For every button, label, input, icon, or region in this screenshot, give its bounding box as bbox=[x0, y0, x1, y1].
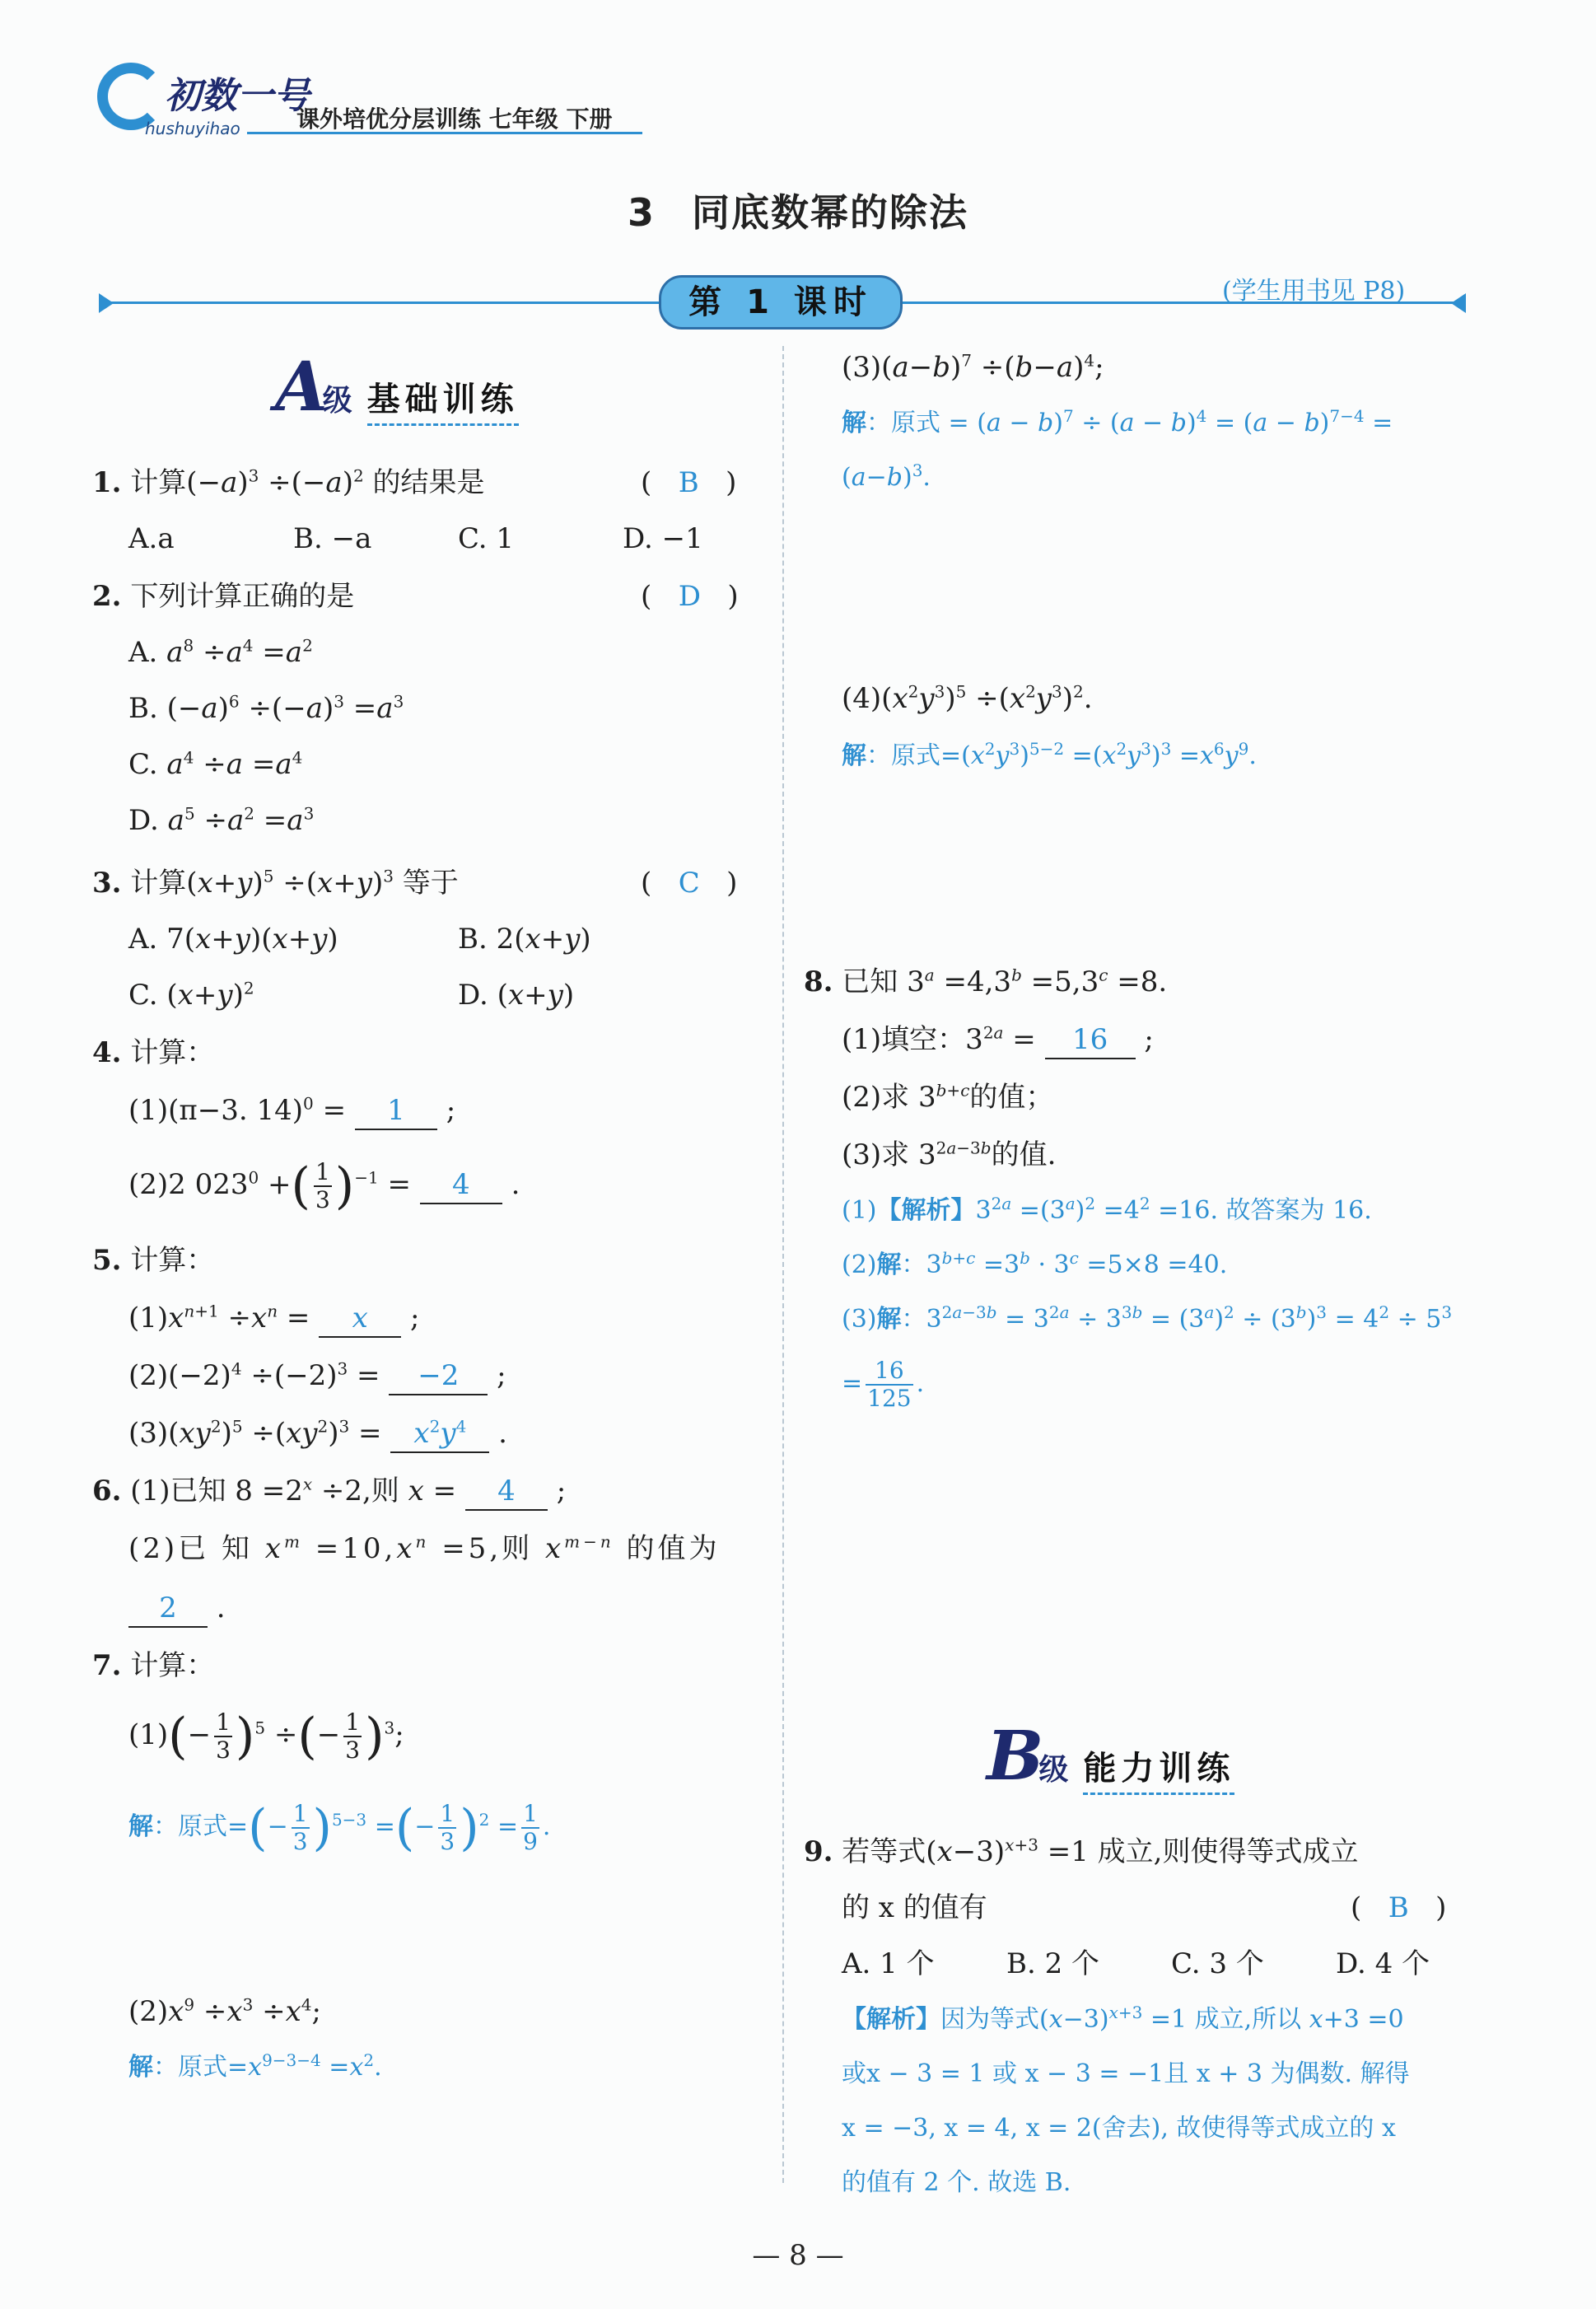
q7-stem-text: 计算： bbox=[130, 1649, 215, 1682]
q4-stem bbox=[92, 1035, 214, 1071]
q8-frac-denominator: 125 bbox=[867, 1385, 912, 1412]
lesson-period-badge: 第 1 课时 bbox=[659, 275, 903, 330]
series-title: 课外培优分层训练 七年级 下册 bbox=[296, 105, 613, 133]
q7-part2: $(2)x^9 \div x^3 \div x^4$; bbox=[128, 1994, 321, 2028]
q5-part1: $(1)x^{n+1} \div x^n = x$ ; bbox=[128, 1300, 419, 1338]
q7-part4: $(4)(x^2y^3)^5 \div(x^2y^3)^2$. bbox=[842, 681, 1093, 715]
q4-part1: (1)(π−3. 14)$^0$ = 1 ; bbox=[128, 1092, 455, 1130]
q6-answer2: 2 bbox=[128, 1590, 208, 1628]
q7-solution2: 解：原式$=x^{9-3-4} =x^2$. bbox=[128, 2050, 382, 2082]
q4-stem-text: 计算： bbox=[130, 1036, 215, 1069]
q2-stem bbox=[92, 578, 354, 615]
q6-part1: 6. (1)已知 $8 =2^x \div 2$,则 x = 4 ; bbox=[92, 1473, 566, 1511]
q7-solution3-line1: 解：原式 = $(a - b)^7 \div (a - b)^4 = (a - b)^{7-4}$ = bbox=[842, 406, 1393, 437]
q1-stem: 1. 计算$(-a)^3 \div(-a)^2$ 的结果是 bbox=[92, 465, 485, 499]
lesson-title bbox=[0, 183, 1596, 237]
logo-title: 初数一号 bbox=[165, 75, 310, 117]
q8-frac-numerator: 16 bbox=[866, 1358, 912, 1386]
q8-part3-text: 的值. bbox=[991, 1138, 1057, 1171]
q7-sol2-prefix: ：原式 bbox=[153, 2053, 227, 2082]
q1-number: 1. bbox=[92, 466, 122, 499]
q8-solution1: (1)【解析】$3^{2a} =(3^a)^2 =4^2 =16$. 故答案为 16. bbox=[842, 1194, 1372, 1225]
q2-number: 2. bbox=[92, 580, 122, 613]
header-underline bbox=[247, 132, 642, 134]
q7-sol4-label: 解 bbox=[842, 741, 866, 770]
level-b-name: 能力训练 bbox=[1083, 1750, 1234, 1795]
q5-number: 5. bbox=[92, 1244, 122, 1277]
q2-option-a: A. $a^8 \div a^4 =a^2$ bbox=[128, 635, 313, 669]
q2-option-d: D. $a^5 \div a^2 =a^3$ bbox=[128, 803, 315, 837]
q7-solution1: 解：原式=(− $\frac{1}{3}$ )$^{5-3}$ =(− $\frac{1}{3}$ )$^2$ = $\frac{1}{9}$ . bbox=[128, 1799, 551, 1857]
level-a-name: 基础训练 bbox=[367, 381, 519, 426]
q3-stem: 3. 计算$(x+y)^5 \div(x+y)^3$ 等于 bbox=[92, 866, 459, 900]
q8-part1: (1)填空：$3^{2a} = 16$ ; bbox=[842, 1021, 1154, 1059]
q6-part2: (2)已 知 $x^m =10,x^n =5$,则 $x^{m-n}$ 的值为 bbox=[128, 1531, 721, 1565]
q1-option-d: D. −1 bbox=[623, 522, 703, 555]
q3-number: 3. bbox=[92, 867, 122, 900]
q5-stem-text: 计算： bbox=[130, 1244, 215, 1277]
q7-stem bbox=[92, 1648, 214, 1684]
q7-sol4-prefix: ：原式 bbox=[866, 741, 940, 770]
q8-part3: (3)求 $3^{2a-3b}$的值. bbox=[842, 1138, 1057, 1171]
q6-answer2-line: 2 . bbox=[128, 1590, 226, 1628]
q2-option-b: B. $(-a)^6 \div(-a)^3 =a^3$ bbox=[128, 691, 404, 725]
q5-answer1: x bbox=[319, 1300, 401, 1338]
level-a-heading bbox=[275, 348, 519, 427]
logo-pinyin: hushuyihao bbox=[145, 119, 240, 138]
level-a-letter: A bbox=[275, 348, 328, 427]
q6-answer1: 4 bbox=[465, 1473, 548, 1511]
q4-answer2: 4 bbox=[420, 1166, 502, 1204]
q9-stem-line1: 9. 若等式$(x-3)^{x+3} =1$ 成立,则使得等式成立 bbox=[804, 1835, 1359, 1868]
q7-part1: (1)(− $\frac{1}{3}$ )$^5$ ÷(− $\frac{1}{3}$ )$^3$; bbox=[128, 1708, 404, 1765]
q7-sol1-label: 解 bbox=[128, 1812, 153, 1841]
q7-part3: $(3)(a-b)^7 \div(b-a)^4$; bbox=[842, 350, 1104, 384]
q5-part2: $(2)(-2)^4 \div(-2)^3 = -2$ ; bbox=[128, 1358, 506, 1395]
q1-answer-bracket: ( B ) bbox=[641, 466, 737, 499]
level-b-letter: B bbox=[987, 1717, 1044, 1796]
q8-part2: (2)求 $3^{b+c}$的值； bbox=[842, 1080, 1054, 1114]
q9-analysis-line4: 的值有 2 个. 故选 B. bbox=[842, 2168, 1071, 2197]
q1-answer: B bbox=[678, 466, 699, 499]
q3-answer: C bbox=[678, 867, 700, 900]
q2-option-c: C. $a^4 \div a =a^4$ bbox=[128, 747, 303, 781]
q9-option-c: C. 3 个 bbox=[1171, 1947, 1264, 1980]
q9-answer: B bbox=[1388, 1891, 1409, 1924]
q3-option-b: B. 2(x+y) bbox=[458, 923, 591, 956]
q5-part3: $(3)(xy^2)^5 \div(xy^2)^3 = x^2y^4$ . bbox=[128, 1415, 507, 1453]
q4-part2: (2)2 $023^0$ +( $\frac{1}{3}$ )$^{-1}$ = 4 . bbox=[128, 1157, 520, 1215]
level-a-ji: 级 bbox=[322, 384, 352, 418]
q8-solution3-line1: (3)解：$3^{2a-3b} = 3^{2a} \div 3^{3b} = (3^a)^2 \div (3^b)^3 = 4^2 \div 5^3$ bbox=[842, 1302, 1453, 1334]
q9-option-d: D. 4 个 bbox=[1336, 1947, 1430, 1980]
q8-part2-text: 的值； bbox=[969, 1081, 1054, 1114]
level-b-ji: 级 bbox=[1038, 1753, 1069, 1787]
q9-analysis-line2: 或x − 3 = 1 或 x − 3 = −1且 x + 3 为偶数. 解得 bbox=[842, 2059, 1410, 2088]
q9-stem-line2: 的 x 的值有 bbox=[842, 1891, 987, 1924]
q3-option-c: C. $(x+y)^2$ bbox=[128, 978, 254, 1012]
column-divider bbox=[782, 346, 784, 2183]
q5-answer3: $x^2y^4$ bbox=[390, 1415, 489, 1453]
page-number: — 8 — bbox=[752, 2239, 844, 2272]
q1-option-a: A.a bbox=[128, 522, 175, 555]
q9-answer-bracket: ( B ) bbox=[1351, 1891, 1447, 1924]
q5-stem bbox=[92, 1242, 214, 1278]
q6-number: 6. bbox=[92, 1475, 122, 1507]
q4-answer1: 1 bbox=[355, 1092, 437, 1130]
q5-answer2: −2 bbox=[389, 1358, 488, 1395]
lesson-title-text: 同底数幂的除法 bbox=[692, 190, 968, 235]
student-book-reference: (学生用书见 P8) bbox=[1222, 277, 1406, 306]
q3-option-d: D. (x+y) bbox=[458, 979, 575, 1012]
q3-option-a: A. 7(x+y)(x+y) bbox=[128, 923, 338, 956]
q8-solution2: (2)解：$3^{b+c} =3^b \cdot 3^c =5\times 8 =40$. bbox=[842, 1248, 1228, 1279]
q7-sol2-label: 解 bbox=[128, 2053, 153, 2082]
q7-number: 7. bbox=[92, 1649, 122, 1682]
q2-stem-text: 下列计算正确的是 bbox=[130, 580, 355, 613]
q1-option-c: C. 1 bbox=[458, 522, 515, 555]
lesson-number: 3 bbox=[627, 190, 656, 235]
q7-solution3-line2: $(a-b)^3$. bbox=[842, 460, 931, 492]
q7-sol1-prefix: ：原式 bbox=[153, 1812, 227, 1841]
q8-answer1: 16 bbox=[1045, 1021, 1136, 1059]
q2-answer: D bbox=[678, 580, 701, 613]
q8-solution3-line2: = $\frac{16}{125}$ . bbox=[842, 1357, 925, 1412]
q3-answer-bracket: ( C ) bbox=[641, 867, 738, 900]
q7-solution4: 解：原式$=(x^2y^3)^{5-2} =(x^2y^3)^3 =x^6y^9$. bbox=[842, 739, 1257, 770]
level-b-heading bbox=[987, 1717, 1234, 1796]
q1-option-b: B. −a bbox=[293, 522, 372, 555]
q2-answer-bracket: ( D ) bbox=[641, 580, 739, 613]
q9-analysis-line1: 【解析】因为等式$(x-3)^{x+3} =1$ 成立,所以 x+3 =0 bbox=[842, 2003, 1404, 2034]
q9-analysis-tag: 【解析】 bbox=[842, 2005, 940, 2034]
q7-sol3-label: 解 bbox=[842, 409, 866, 437]
bar-arrow-right bbox=[1451, 293, 1466, 313]
q4-number: 4. bbox=[92, 1036, 122, 1069]
q8-part1-text: (1)填空： bbox=[842, 1023, 966, 1056]
q8-stem: 8. 已知 $3^a =4,3^b =5,3^c =8$. bbox=[804, 965, 1168, 998]
q8-number: 8. bbox=[804, 965, 833, 998]
q9-option-b: B. 2 个 bbox=[1006, 1947, 1100, 1980]
q9-analysis-line3: x = −3, x = 4, x = 2(舍去), 故使得等式成立的 x bbox=[842, 2114, 1396, 2143]
q9-number: 9. bbox=[804, 1835, 833, 1868]
q9-option-a: A. 1 个 bbox=[842, 1947, 935, 1980]
q7-sol3-prefix: ：原式 bbox=[866, 409, 940, 437]
